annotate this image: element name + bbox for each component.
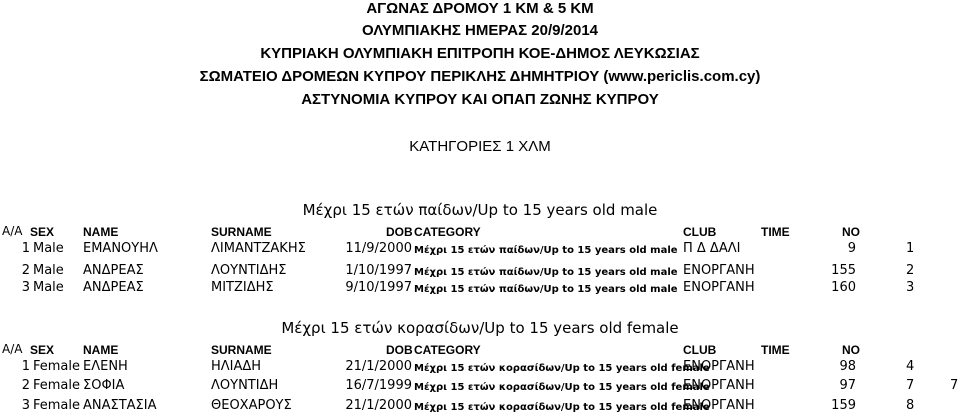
col-header-dob: DOB [386, 225, 413, 239]
row-club: ΕΝΟΡΓΑΝΗ [683, 398, 755, 413]
row-dob: 1/10/1997 [345, 263, 412, 278]
row-club: ΕΝΟΡΓΑΝΗ [683, 280, 755, 295]
row-category: Μέχρι 15 ετών παίδων/Up to 15 years old male [414, 267, 678, 278]
row-dob: 11/9/2000 [345, 241, 412, 256]
club-line: ΣΩΜΑΤΕΙΟ ΔΡΟΜΕΩΝ ΚΥΠΡΟΥ ΠΕΡΙΚΛΗΣ ΔΗΜΗΤΡΙΟΥ (www.periclis.com.cy) [199, 68, 761, 85]
row-name: ΑΝΔΡΕΑΣ [83, 280, 144, 295]
col-header-name: NAME [83, 343, 119, 357]
row-category: Μέχρι 15 ετών παίδων/Up to 15 years old male [414, 245, 678, 256]
row-time: 97 [839, 378, 856, 393]
col-header-surname: SURNAME [211, 343, 272, 357]
row-no: 8 [906, 398, 915, 413]
col-header-category: CATEGORY [414, 225, 481, 239]
event-date: ΟΛΥΜΠΙΑΚΗΣ ΗΜΕΡΑΣ 20/9/2014 [361, 22, 599, 39]
row-name: ΕΛΕΝΗ [83, 359, 128, 374]
organizer-line: ΚΥΠΡΙΑΚΗ ΟΛΥΜΠΙΑΚΗ ΕΠΙΤΡΟΠΗ ΚΟΕ-ΔΗΜΟΣ ΛΕΥΚΩΣΙΑΣ [260, 45, 700, 62]
col-header-sex: SEX [30, 225, 55, 239]
row-name: ΣΟΦΙΑ [83, 378, 125, 393]
row-club: ΕΝΟΡΓΑΝΗ [683, 359, 755, 374]
row-sex: Male [33, 280, 64, 295]
row-dob: 21/1/2000 [345, 398, 412, 413]
row-aa: 3 [21, 398, 30, 413]
row-surname: ΛΟΥΝΤΙΔΗ [211, 378, 279, 393]
row-name: ΑΝΔΡΕΑΣ [83, 263, 144, 278]
row-dob: 21/1/2000 [345, 359, 412, 374]
col-header-sex: SEX [30, 343, 55, 357]
row-surname: ΛΟΥΝΤΙΔΗΣ [211, 263, 287, 278]
col-header-name: NAME [83, 225, 119, 239]
row-no: 3 [906, 280, 915, 295]
col-header-aa: Α/Α [2, 342, 23, 356]
row-sex: Male [33, 241, 64, 256]
row-surname: ΛΙΜΑΝΤΖΑΚΗΣ [211, 241, 306, 256]
row-surname: ΗΛΙΑΔΗ [211, 359, 262, 374]
row-time: 159 [831, 398, 856, 413]
row-time: 98 [839, 359, 856, 374]
row-club: Π Δ ΔΑΛΙ [683, 241, 741, 256]
row-category: Μέχρι 15 ετών κορασίδων/Up to 15 years old female [414, 363, 710, 374]
col-header-time: TIME [761, 343, 790, 357]
col-header-surname: SURNAME [211, 225, 272, 239]
row-time: 9 [847, 241, 856, 256]
row-no: 7 [906, 378, 915, 393]
col-header-no: NO [842, 225, 860, 239]
categories-title: ΚΑΤΗΓΟΡΙΕΣ 1 ΧΛΜ [409, 138, 551, 155]
row-aa: 1 [21, 241, 30, 256]
row-no: 1 [906, 241, 915, 256]
row-name: ΕΜΑΝΟΥΗΛ [83, 241, 158, 256]
row-sex: Female [33, 398, 81, 413]
row-time: 155 [831, 263, 856, 278]
col-header-dob: DOB [386, 343, 413, 357]
row-category: Μέχρι 15 ετών παίδων/Up to 15 years old male [414, 284, 678, 295]
row-dob: 9/10/1997 [345, 280, 412, 295]
col-header-category: CATEGORY [414, 343, 481, 357]
row-sex: Male [33, 263, 64, 278]
sponsor-line: ΑΣΤΥΝΟΜΙΑ ΚΥΠΡΟΥ ΚΑΙ ΟΠΑΠ ΖΩΝΗΣ ΚΥΠΡΟΥ [301, 91, 659, 108]
row-no: 4 [906, 359, 915, 374]
row-club: ΕΝΟΡΓΑΝΗ [683, 378, 755, 393]
row-surname: ΜΙΤΖΙΔΗΣ [211, 280, 274, 295]
section-title-male: Μέχρι 15 ετών παίδων/Up to 15 years old male [302, 201, 658, 219]
row-category: Μέχρι 15 ετών κορασίδων/Up to 15 years old female [414, 382, 710, 393]
row-sex: Female [33, 359, 81, 374]
col-header-time: TIME [761, 225, 790, 239]
row-surname: ΘΕΟΧΑΡΟΥΣ [211, 398, 292, 413]
col-header-no: NO [842, 343, 860, 357]
row-aa: 3 [21, 280, 30, 295]
col-header-club: CLUB [683, 343, 717, 357]
row-aa: 1 [21, 359, 30, 374]
row-aa: 2 [21, 378, 30, 393]
row-category: Μέχρι 15 ετών κορασίδων/Up to 15 years old female [414, 402, 710, 413]
row-aa: 2 [21, 263, 30, 278]
row-time: 160 [831, 280, 856, 295]
col-header-aa: Α/Α [2, 224, 23, 238]
row-name: ΑΝΑΣΤΑΣΙΑ [83, 398, 157, 413]
row-no: 2 [906, 263, 915, 278]
row-club: ΕΝΟΡΓΑΝΗ [683, 263, 755, 278]
row-extra: 7 [950, 378, 959, 393]
row-sex: Female [33, 378, 81, 393]
event-title: ΑΓΩΝΑΣ ΔΡΟΜΟΥ 1 ΚΜ & 5 ΚΜ [366, 0, 594, 17]
col-header-club: CLUB [683, 225, 717, 239]
row-dob: 16/7/1999 [345, 378, 412, 393]
section-title-female: Μέχρι 15 ετών κορασίδων/Up to 15 years old female [281, 319, 679, 337]
